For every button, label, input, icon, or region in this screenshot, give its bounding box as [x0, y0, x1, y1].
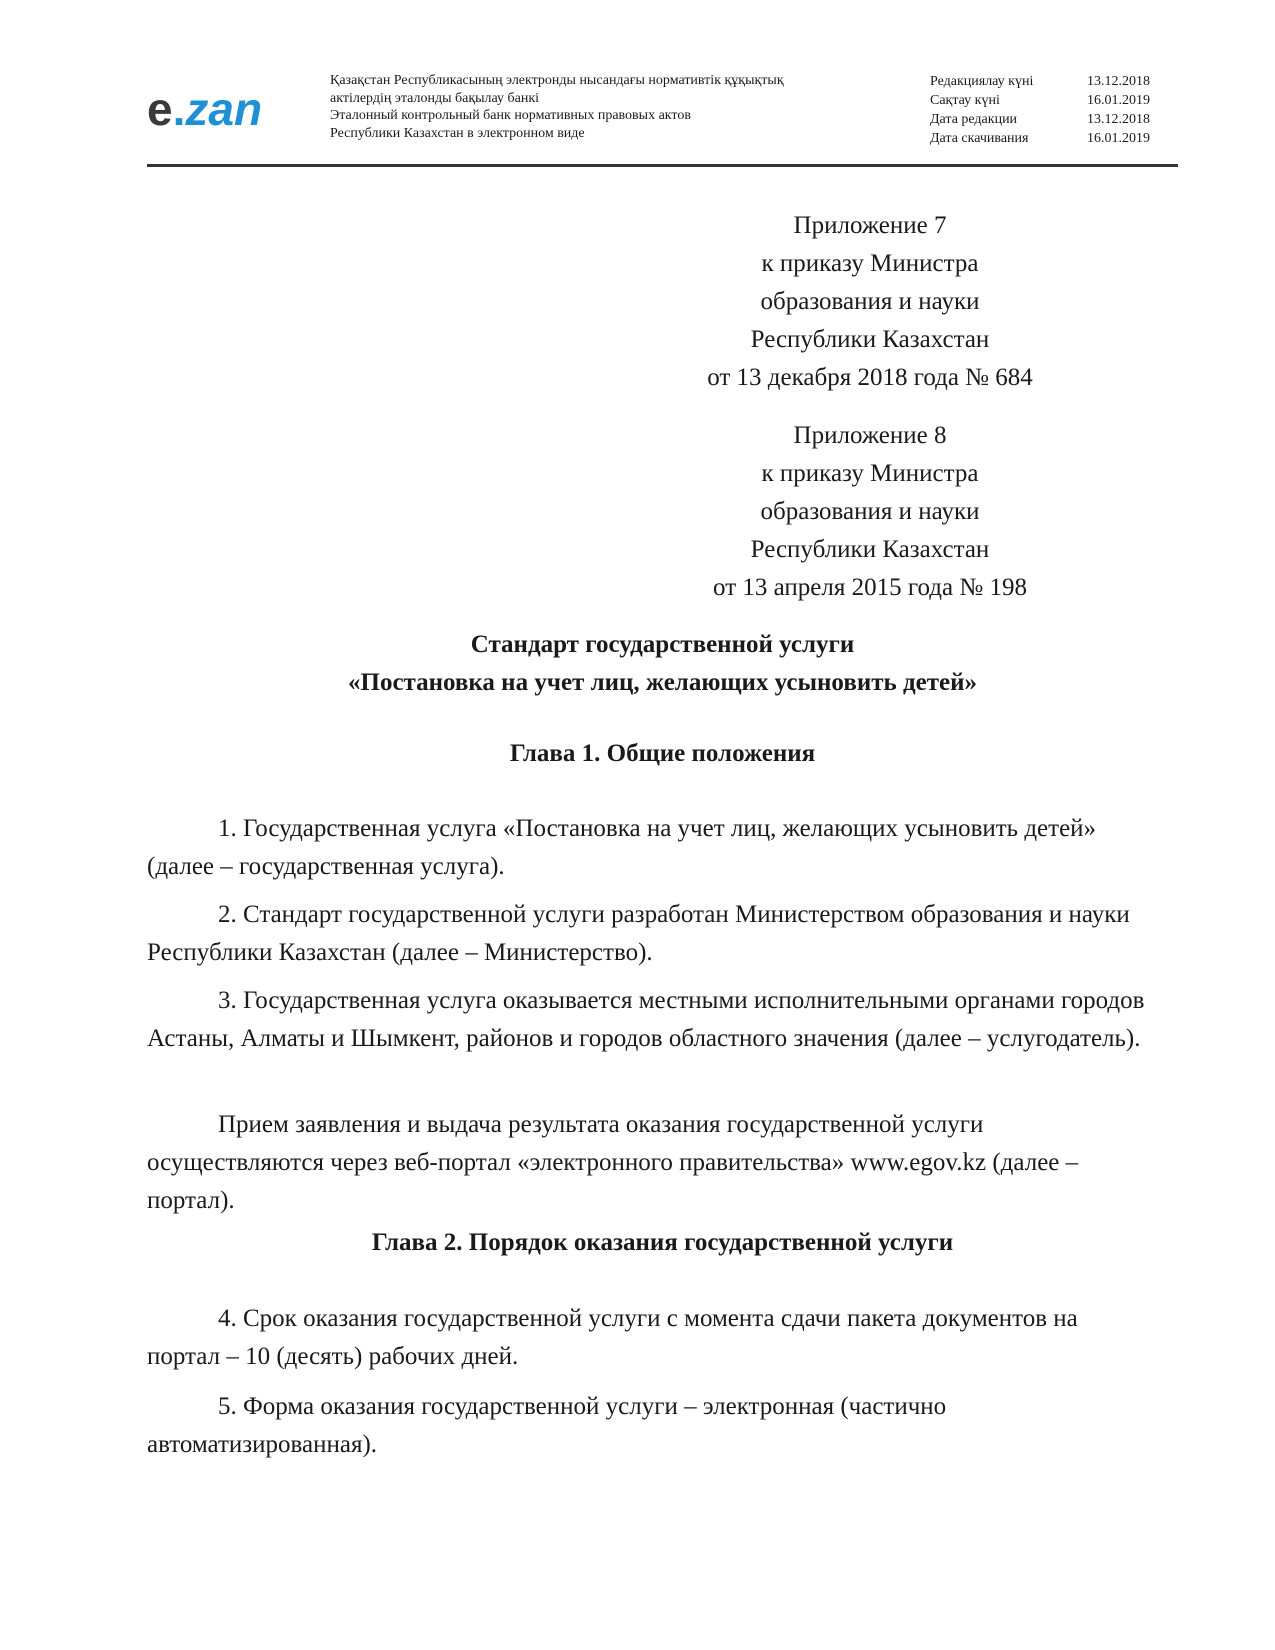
meta-label: Дата редакции	[930, 112, 1018, 127]
meta-value: 16.01.2019	[1087, 93, 1150, 108]
logo-zan: zan	[185, 83, 263, 135]
meta-value: 13.12.2018	[1087, 112, 1150, 127]
paragraph-3-continued: Прием заявления и выдача результата оказания государственной услуги осуществляются через веб-портал «электронного правительства» www.egov.kz (далее – портал).	[147, 1111, 1079, 1214]
logo-e: e	[147, 83, 173, 135]
meta-row	[930, 110, 1190, 129]
document-title	[147, 626, 1178, 702]
appendix-line: Приложение 8	[793, 422, 947, 449]
paragraph-4: 4. Срок оказания государственной услуги с момента сдачи пакета документов на портал – 10 (десять) рабочих дней.	[147, 1305, 1078, 1370]
header-divider	[147, 164, 1178, 167]
paragraph-2: 2. Стандарт государственной услуги разработан Министерством образования и науки Республики Казахстан (далее – Министерство).	[147, 901, 1130, 966]
appendix-line: от 13 декабря 2018 года № 684	[707, 364, 1033, 391]
appendix-7-block	[640, 207, 1100, 397]
meta-label: Сақтау күні	[930, 93, 1000, 108]
header-meta	[930, 72, 1190, 148]
appendix-line: Республики Казахстан	[750, 536, 990, 563]
paragraph-3: 3. Государственная услуга оказывается местными исполнительными органами городов Астаны, Алматы и Шымкент, районов и городов областного значения (далее – услугодатель).	[147, 987, 1145, 1052]
logo-dot: .	[172, 83, 186, 135]
header-line: Эталонный контрольный банк нормативных правовых актов	[330, 108, 691, 123]
header-line: актілердің эталонды бақылау банкі	[330, 90, 540, 106]
appendix-line: от 13 апреля 2015 года № 198	[713, 574, 1027, 601]
appendix-line: к приказу Министра	[761, 250, 979, 277]
paragraph-1: 1. Государственная услуга «Постановка на учет лиц, желающих усыновить детей» (далее – государственная услуга).	[147, 815, 1097, 880]
appendix-line: образования и науки	[760, 498, 980, 525]
meta-value: 16.01.2019	[1087, 131, 1150, 146]
meta-value: 13.12.2018	[1087, 74, 1150, 89]
paragraph-5: 5. Форма оказания государственной услуги – электронная (частично автоматизированная).	[147, 1393, 947, 1458]
title-line: «Постановка на учет лиц, желающих усыновить детей»	[348, 669, 977, 696]
appendix-8-block	[640, 417, 1100, 607]
meta-row	[930, 129, 1190, 148]
ezan-logo	[147, 82, 263, 135]
chapter-1-heading: Глава 1. Общие положения	[509, 740, 816, 767]
document-header	[147, 70, 1175, 162]
meta-label: Дата скачивания	[930, 131, 1029, 146]
appendix-line: образования и науки	[760, 288, 980, 315]
title-line: Стандарт государственной услуги	[470, 631, 855, 658]
meta-label: Редакциялау күні	[930, 74, 1034, 89]
header-line: Қазақстан Республикасының электронды нысандағы нормативтік құқықтық	[330, 73, 784, 88]
appendix-line: к приказу Министра	[761, 460, 979, 487]
chapter-2-heading: Глава 2. Порядок оказания государственной услуги	[371, 1229, 954, 1256]
appendix-line: Приложение 7	[793, 212, 947, 239]
header-description	[330, 72, 890, 142]
header-line: Республики Казахстан в электронном виде	[330, 125, 585, 141]
appendix-line: Республики Казахстан	[750, 326, 990, 353]
meta-row	[930, 72, 1190, 91]
meta-row	[930, 91, 1190, 110]
